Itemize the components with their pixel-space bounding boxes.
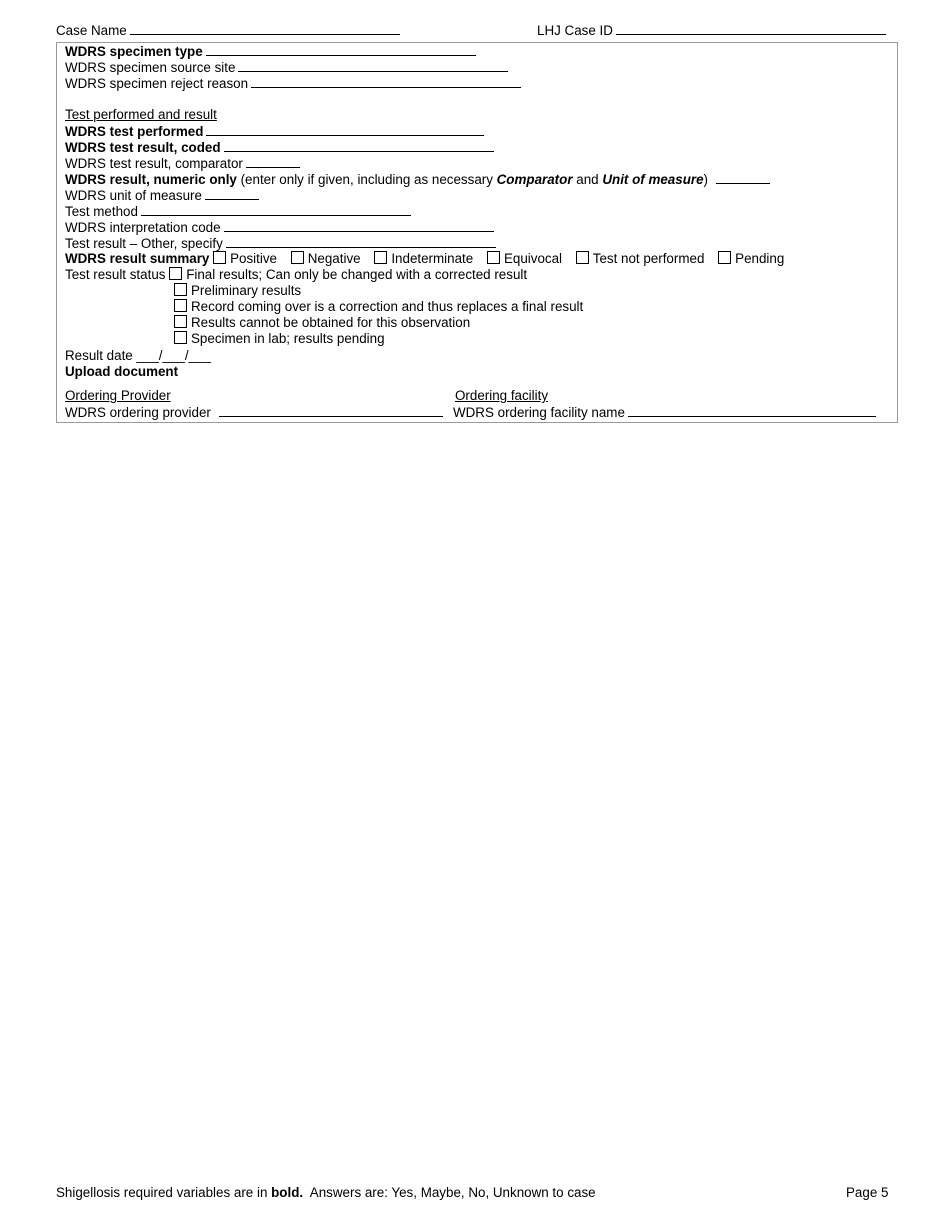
test-performed-blank[interactable]: [206, 123, 484, 136]
numeric-result-blank[interactable]: [716, 171, 770, 184]
footer-note: Shigellosis required variables are in bold. Answers are: Yes, Maybe, No, Unknown to case: [56, 1185, 596, 1200]
page-number: Page 5: [846, 1185, 889, 1200]
interpretation-code-field: [65, 219, 494, 236]
status-option-in-lab-pending[interactable]: Specimen in lab; results pending: [174, 331, 385, 347]
numeric-note-comparator: Comparator: [496, 172, 573, 187]
test-method-blank[interactable]: [141, 203, 411, 216]
numeric-note-unit: Unit of measure: [602, 172, 704, 187]
status-option-cannot-obtain[interactable]: Results cannot be obtained for this observation: [174, 315, 470, 331]
test-performed-field: [65, 123, 484, 140]
checkbox[interactable]: [174, 331, 187, 344]
summary-option-indeterminate[interactable]: Indeterminate: [374, 251, 473, 266]
unit-of-measure-blank[interactable]: [205, 187, 259, 200]
ordering-provider-blank[interactable]: [219, 404, 443, 417]
numeric-result-field: [65, 171, 770, 188]
specimen-source-site-blank[interactable]: [238, 59, 508, 72]
unit-of-measure-field: [65, 187, 259, 204]
summary-option-equivocal[interactable]: Equivocal: [487, 251, 562, 266]
checkbox[interactable]: [174, 283, 187, 296]
result-summary-field: [65, 251, 794, 267]
specimen-source-site-field: [65, 59, 508, 76]
test-performed-label: WDRS test performed: [65, 124, 204, 139]
result-summary-label: WDRS result summary: [65, 251, 210, 266]
checkbox[interactable]: [291, 251, 304, 264]
test-result-other-field: [65, 235, 496, 252]
test-result-coded-blank[interactable]: [224, 139, 494, 152]
specimen-reject-reason-blank[interactable]: [251, 75, 521, 88]
ordering-facility-blank[interactable]: [628, 404, 876, 417]
specimen-type-blank[interactable]: [206, 43, 476, 56]
test-section-title: Test performed and result: [65, 107, 217, 122]
summary-option-not-performed[interactable]: Test not performed: [576, 251, 705, 266]
test-comparator-blank[interactable]: [246, 155, 300, 168]
checkbox[interactable]: [174, 299, 187, 312]
specimen-type-label: WDRS specimen type: [65, 44, 203, 59]
unit-of-measure-label: WDRS unit of measure: [65, 188, 202, 203]
numeric-note-and: and: [572, 172, 603, 187]
ordering-facility-field: [453, 404, 876, 421]
test-result-coded-label: WDRS test result, coded: [65, 140, 221, 155]
upload-document-label[interactable]: Upload document: [65, 364, 179, 379]
numeric-result-label: WDRS result, numeric only: [65, 172, 237, 187]
interpretation-code-blank[interactable]: [224, 219, 494, 232]
lhj-case-id-blank[interactable]: [616, 22, 886, 35]
status-option-correction[interactable]: Record coming over is a correction and thus replaces a final result: [174, 299, 583, 315]
checkbox[interactable]: [487, 251, 500, 264]
summary-option-positive[interactable]: Positive: [213, 251, 277, 266]
test-result-coded-field: [65, 139, 494, 156]
test-result-other-label: Test result – Other, specify: [65, 236, 223, 251]
checkbox[interactable]: [374, 251, 387, 264]
result-date-field[interactable]: Result date ___/___/___: [65, 348, 211, 363]
case-name-label: Case Name: [56, 23, 127, 38]
specimen-type-field: [65, 43, 476, 60]
result-status-label: Test result status: [65, 267, 166, 282]
summary-option-negative[interactable]: Negative: [291, 251, 361, 266]
interpretation-code-label: WDRS interpretation code: [65, 220, 221, 235]
specimen-reject-reason-label: WDRS specimen reject reason: [65, 76, 249, 91]
ordering-provider-field: [65, 404, 443, 421]
specimen-source-site-label: WDRS specimen source site: [65, 60, 236, 75]
checkbox[interactable]: [174, 315, 187, 328]
checkbox[interactable]: [213, 251, 226, 264]
case-name-field: [56, 22, 400, 39]
lhj-case-id-field: [537, 22, 886, 39]
checkbox[interactable]: [718, 251, 731, 264]
test-result-other-blank[interactable]: [226, 235, 496, 248]
specimen-reject-reason-field: [65, 75, 521, 92]
ordering-provider-title: Ordering Provider: [65, 388, 171, 403]
checkbox[interactable]: [576, 251, 589, 264]
test-method-label: Test method: [65, 204, 138, 219]
numeric-note-post: ): [703, 172, 709, 187]
lhj-case-id-label: LHJ Case ID: [537, 23, 613, 38]
test-comparator-label: WDRS test result, comparator: [65, 156, 243, 171]
status-option-final[interactable]: Final results; Can only be changed with a corrected result: [169, 267, 527, 282]
numeric-note-pre: (enter only if given, including as necessary: [236, 172, 497, 187]
case-name-blank[interactable]: [130, 22, 400, 35]
test-method-field: [65, 203, 411, 220]
status-option-preliminary[interactable]: Preliminary results: [174, 283, 301, 299]
result-status-field: [65, 267, 527, 283]
test-comparator-field: [65, 155, 300, 172]
checkbox[interactable]: [169, 267, 182, 280]
ordering-provider-label: WDRS ordering provider: [65, 405, 211, 420]
summary-option-pending[interactable]: Pending: [718, 251, 784, 266]
ordering-facility-label: WDRS ordering facility name: [453, 405, 625, 420]
ordering-facility-title: Ordering facility: [455, 388, 549, 403]
